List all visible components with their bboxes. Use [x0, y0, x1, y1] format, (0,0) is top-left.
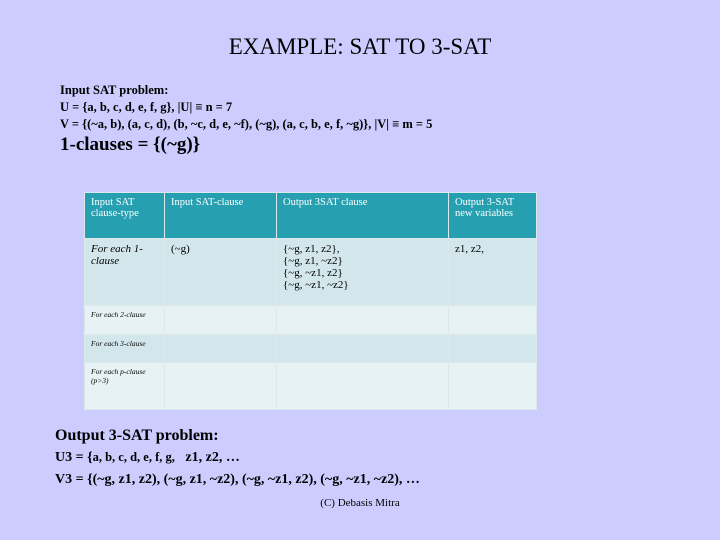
row-clause-type: For each 3-clause — [85, 334, 165, 363]
row-new-variables — [449, 306, 537, 335]
row-output-clauses — [277, 363, 449, 410]
output-clause: {~g, z1, z2}, — [283, 243, 340, 255]
row-new-variables — [449, 334, 537, 363]
input-problem — [60, 82, 432, 133]
u3-prefix: U3 = { — [55, 450, 93, 465]
row-clause-type: For each 2-clause — [85, 306, 165, 335]
u3-new-vars: z1, z2, … — [185, 450, 240, 465]
row-input-clause — [165, 334, 277, 363]
table-row — [85, 363, 537, 410]
row-input-clause — [165, 306, 277, 335]
row-input-clause: (~g) — [165, 239, 277, 306]
one-clauses-line: 1-clauses = {(~g)} — [60, 134, 201, 155]
header-input-clause: Input SAT-clause — [165, 193, 277, 239]
input-heading: Input SAT problem: — [60, 83, 169, 97]
output-clause: {~g, ~z1, ~z2} — [283, 279, 349, 291]
header-clause-type: Input SAT clause-type — [85, 193, 165, 239]
row-input-clause — [165, 363, 277, 410]
row-new-variables — [449, 363, 537, 410]
table-row — [85, 306, 537, 335]
output-clause: {~g, z1, ~z2} — [283, 255, 343, 267]
output-problem — [55, 426, 420, 491]
row-clause-type: For each 1-clause — [85, 239, 165, 306]
row-new-variables: z1, z2, — [449, 239, 537, 306]
u3-original-vars: a, b, c, d, e, f, g, — [92, 450, 175, 464]
row-clause-type: For each p-clause (p>3) — [85, 363, 165, 410]
row-output-clauses — [277, 334, 449, 363]
header-new-variables: Output 3-SAT new variables — [449, 193, 537, 239]
slide-title: EXAMPLE: SAT TO 3-SAT — [228, 34, 492, 59]
table-row — [85, 334, 537, 363]
output-heading: Output 3-SAT problem: — [55, 427, 219, 444]
reduction-table — [84, 192, 537, 410]
table-header-row — [85, 193, 537, 239]
v-set-line: V = {(~a, b), (a, c, d), (b, ~c, d, e, ~f), (~g), (a, c, b, e, f, ~g)}, |V| ≡ m = 5 — [60, 117, 433, 131]
output-clause: {~g, ~z1, z2} — [283, 267, 343, 279]
v3-set-line: V3 = {(~g, z1, z2), (~g, z1, ~z2), (~g, ~z1, z2), (~g, ~z1, ~z2), … — [55, 472, 420, 487]
u3-set-line — [55, 446, 420, 469]
copyright-footer: (C) Debasis Mitra — [320, 497, 400, 509]
header-output-clause: Output 3SAT clause — [277, 193, 449, 239]
row-output-clauses — [277, 306, 449, 335]
row-output-clauses — [277, 239, 449, 306]
u-set-line: U = {a, b, c, d, e, f, g}, |U| ≡ n = 7 — [60, 100, 233, 114]
table-row — [85, 239, 537, 306]
